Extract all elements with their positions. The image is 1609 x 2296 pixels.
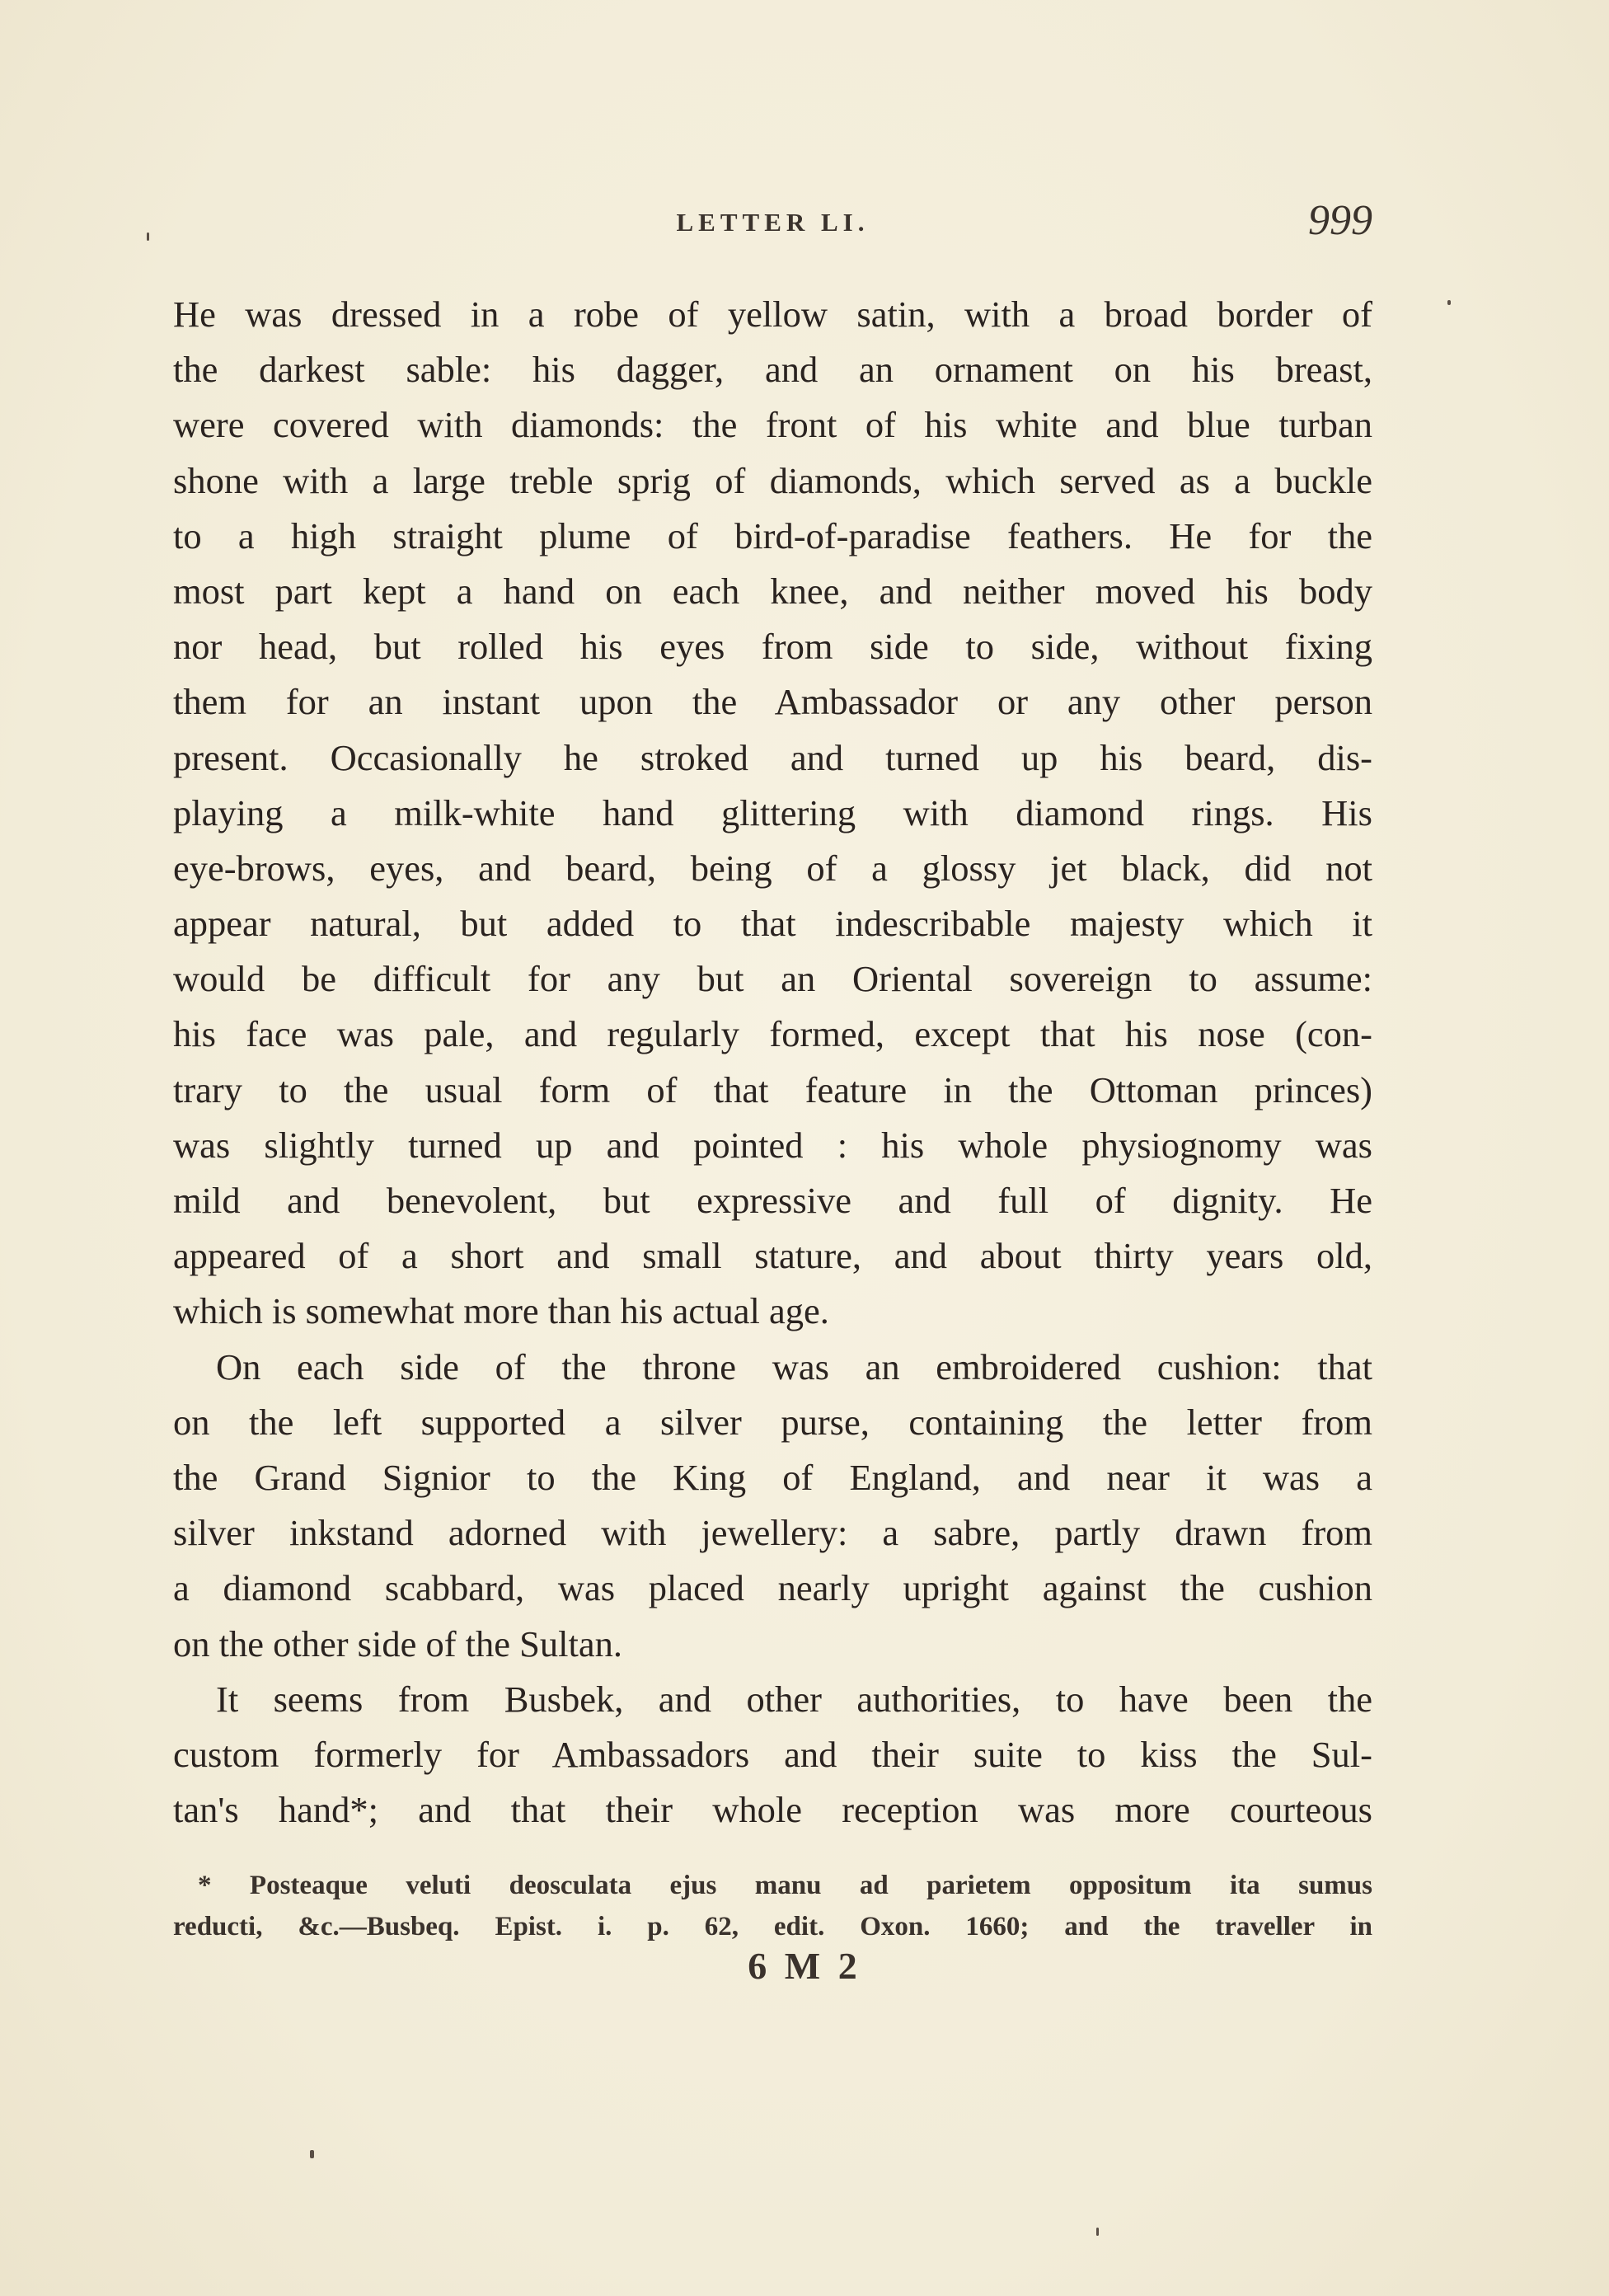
running-head: LETTER LI. bbox=[676, 208, 870, 237]
body-line: trary to the usual form of that feature in the Ottoman princes) bbox=[173, 1068, 1372, 1110]
paper-speck bbox=[310, 2150, 314, 2158]
signature-mark: 6 M 2 bbox=[748, 1945, 861, 1987]
body-line: appear natural, but added to that indescribable majesty which it bbox=[173, 903, 1372, 945]
paper-speck bbox=[1447, 300, 1451, 305]
body-line: to a high straight plume of bird-of-paradise feathers. He for the bbox=[173, 514, 1372, 556]
body-line: present. Occasionally he stroked and turned up his beard, dis- bbox=[173, 736, 1372, 778]
body-line: which is somewhat more than his actual age. bbox=[173, 1290, 829, 1332]
body-line: shone with a large treble sprig of diamonds, which served as a buckle bbox=[173, 459, 1372, 501]
body-line: the Grand Signior to the King of England, and near it was a bbox=[173, 1456, 1372, 1498]
body-text bbox=[173, 287, 1372, 1838]
footnote bbox=[173, 1865, 1372, 1947]
body-line: custom formerly for Ambassadors and their suite to kiss the Sul- bbox=[173, 1733, 1372, 1775]
body-line: eye-brows, eyes, and beard, being of a glossy jet black, did not bbox=[173, 847, 1372, 889]
footnote-line: reducti, &c.—Busbeq. Epist. i. p. 62, edit. Oxon. 1660; and the traveller in bbox=[173, 1912, 1372, 1942]
body-line: a diamond scabbard, was placed nearly upright against the cushion bbox=[173, 1567, 1372, 1609]
body-line: tan's hand*; and that their whole reception was more courteous bbox=[173, 1789, 1372, 1831]
body-line: It seems from Busbek, and other authorities, to have been the bbox=[216, 1678, 1372, 1720]
body-line: He was dressed in a robe of yellow satin, with a broad border of bbox=[173, 293, 1372, 335]
body-line: mild and benevolent, but expressive and full of dignity. He bbox=[173, 1180, 1372, 1221]
body-line: his face was pale, and regularly formed, except that his nose (con- bbox=[173, 1013, 1372, 1055]
body-line: on the other side of the Sultan. bbox=[173, 1622, 623, 1664]
page-number: 999 bbox=[1308, 197, 1372, 244]
paper-speck bbox=[1096, 2228, 1099, 2236]
body-line: would be difficult for any but an Oriental sovereign to assume: bbox=[173, 958, 1372, 1000]
body-line: nor head, but rolled his eyes from side to side, without fixing bbox=[173, 626, 1372, 668]
body-line: most part kept a hand on each knee, and neither moved his body bbox=[173, 570, 1372, 612]
body-line: playing a milk-white hand glittering with diamond rings. His bbox=[173, 791, 1372, 833]
body-line: was slightly turned up and pointed : his whole physiognomy was bbox=[173, 1124, 1372, 1166]
body-line: were covered with diamonds: the front of his white and blue turban bbox=[173, 404, 1372, 446]
paper-speck bbox=[147, 232, 149, 241]
body-line: on the left supported a silver purse, containing the letter from bbox=[173, 1401, 1372, 1443]
body-line: appeared of a short and small stature, and about thirty years old, bbox=[173, 1235, 1372, 1277]
footnote-line: * Posteaque veluti deosculata ejus manu ad parietem oppositum ita sumus bbox=[198, 1871, 1372, 1900]
page-header bbox=[173, 197, 1372, 257]
body-line: On each side of the throne was an embroidered cushion: that bbox=[216, 1345, 1372, 1387]
body-line: silver inkstand adorned with jewellery: a sabre, partly drawn from bbox=[173, 1512, 1372, 1554]
body-line: the darkest sable: his dagger, and an ornament on his breast, bbox=[173, 349, 1372, 391]
body-line: them for an instant upon the Ambassador or any other person bbox=[173, 681, 1372, 723]
